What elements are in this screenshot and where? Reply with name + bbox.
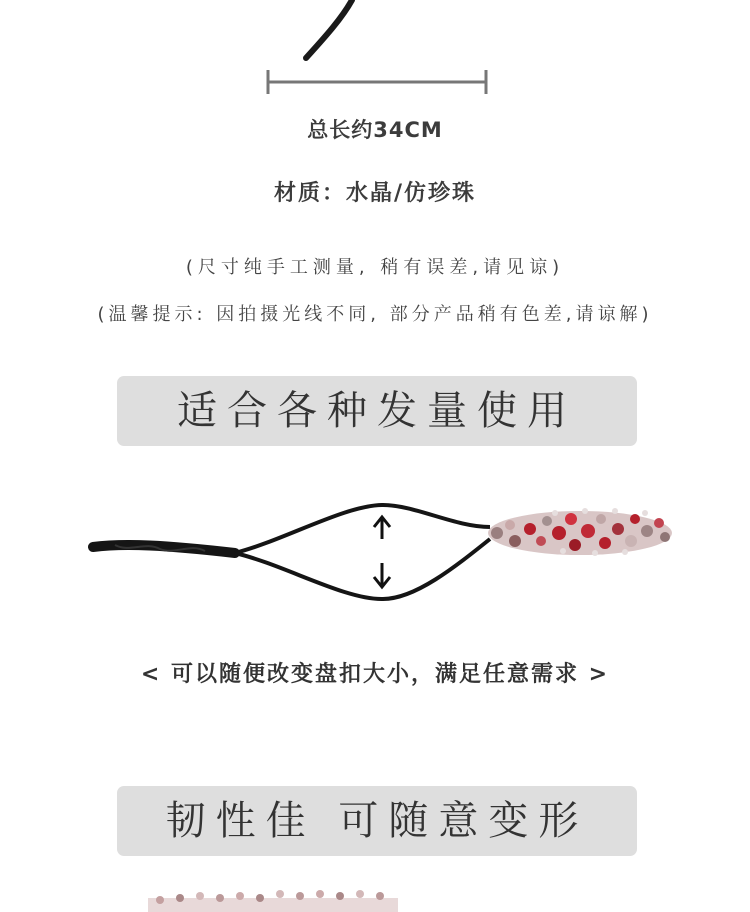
hair-tie-cord-top: [290, 0, 370, 70]
hair-volume-banner: [117, 376, 637, 446]
adjust-caption: < 可以随便改变盘扣大小，满足任意需求 >: [140, 662, 610, 687]
color-note: (温馨提示: 因拍摄光线不同, 部分产品稍有色差,请谅解): [97, 304, 653, 325]
hair-volume-banner-text: 适合各种发量使用: [177, 388, 577, 434]
hair-tie-product-image: [85, 495, 685, 615]
arrow-down-icon: [374, 563, 390, 587]
length-label: 总长约34CM: [307, 118, 443, 142]
material-label: 材质：水晶/仿珍珠: [273, 181, 477, 206]
measure-note: (尺寸纯手工测量, 稍有误差,请见谅): [185, 257, 565, 278]
toughness-banner-text: 韧性佳 可随意变形: [165, 798, 589, 844]
toughness-banner: [117, 786, 637, 856]
measurement-line: [262, 66, 492, 96]
arrow-up-icon: [374, 517, 390, 539]
crystal-strip-bottom: [140, 884, 410, 912]
crystal-bead-cluster: [488, 508, 672, 556]
